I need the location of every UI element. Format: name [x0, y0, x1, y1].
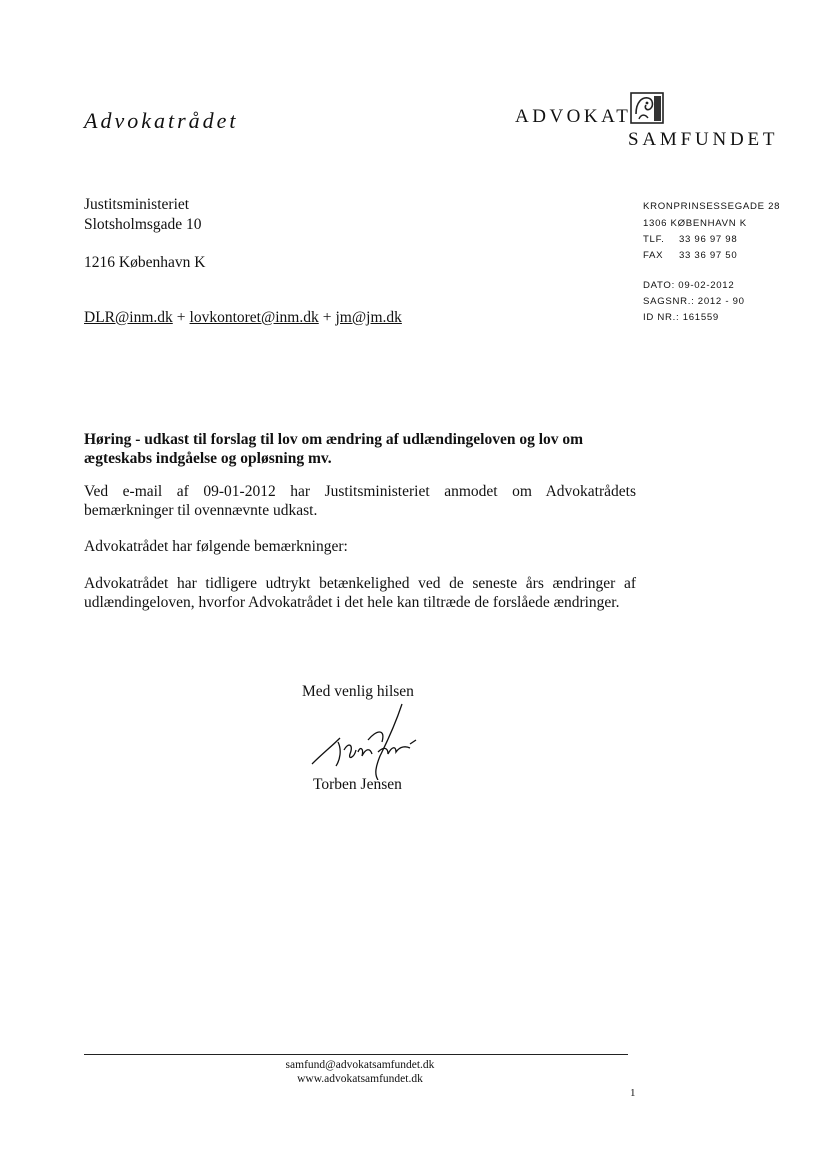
- page-number: 1: [630, 1087, 636, 1099]
- signer-name: Torben Jensen: [313, 776, 402, 793]
- email-link-jm[interactable]: jm@jm.dk: [335, 309, 402, 326]
- recipient-city: 1216 København K: [84, 254, 206, 271]
- footer-divider: [84, 1054, 628, 1055]
- footer-email: samfund@advokatsamfundet.dk: [285, 1059, 435, 1071]
- sender-city: 1306 KØBENHAVN K: [643, 218, 747, 229]
- org-name-advokatraadet: Advokatrådet: [84, 108, 239, 133]
- phone-label: TLF.: [643, 234, 665, 245]
- closing-greeting: Med venlig hilsen: [302, 683, 414, 700]
- footer-website: www.advokatsamfundet.dk: [297, 1073, 423, 1085]
- sender-phone: [643, 234, 737, 245]
- id-number: ID NR.: 161559: [643, 312, 719, 323]
- email-separator: +: [322, 309, 332, 326]
- paragraph-2: Advokatrådet har følgende bemærkninger:: [84, 538, 348, 555]
- recipient-name: Justitsministeriet: [84, 196, 190, 213]
- letter-subject: Høring - udkast til forslag til lov om ændring af udlændingeloven og lov om ægteskabs indgåelse og opløsning mv.: [84, 431, 584, 467]
- email-separator: +: [176, 309, 186, 326]
- advokatsamfundet-seal-icon: [630, 92, 664, 124]
- org-name-samfundet: SAMFUNDET: [628, 129, 779, 150]
- paragraph-3: Advokatrådet har tidligere udtrykt betænkelighed ved de seneste års ændringer af udlændingeloven, hvorfor Advokatrådet i det hele kan tiltræde de forslåede ændringer.: [84, 575, 636, 611]
- sender-street: KRONPRINSESSEGADE 28: [643, 201, 781, 212]
- email-link-dlr[interactable]: DLR@inm.dk: [84, 309, 173, 326]
- email-link-lovkontoret[interactable]: lovkontoret@inm.dk: [189, 309, 319, 326]
- fax-value: 33 36 97 50: [679, 250, 738, 261]
- handwritten-signature: [298, 700, 428, 780]
- case-number: SAGSNR.: 2012 - 90: [643, 296, 745, 307]
- phone-value: 33 96 97 98: [679, 234, 738, 245]
- fax-label: FAX: [643, 250, 664, 261]
- paragraph-1: Ved e-mail af 09-01-2012 har Justitsministeriet anmodet om Advokatrådets bemærkninger til ovennævnte udkast.: [84, 483, 636, 519]
- recipient-emails: [84, 309, 402, 327]
- org-name-advokat: ADVOKAT: [515, 106, 632, 127]
- sender-fax: [643, 250, 737, 261]
- recipient-street: Slotsholmsgade 10: [84, 216, 202, 233]
- letter-date: DATO: 09-02-2012: [643, 280, 735, 291]
